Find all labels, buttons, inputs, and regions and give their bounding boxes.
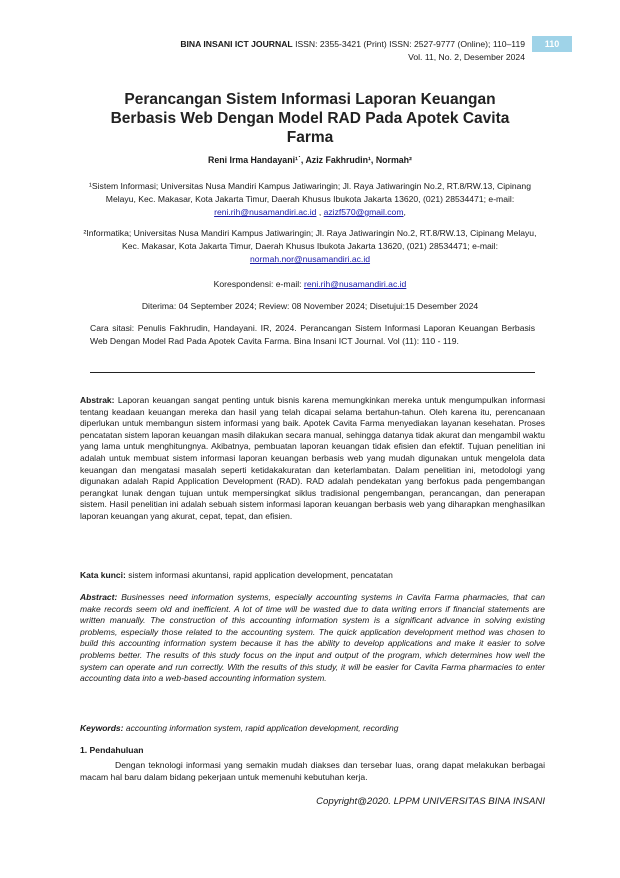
journal-volume: Vol. 11, No. 2, Desember 2024 (408, 52, 525, 62)
abstract-en-text: Businesses need information systems, especially accounting systems in Cavita Farma pharmacies, that can make records seem old and inefficient. A lot of time will be wasted due to data writing errors if financial statements are written manually. The construction of this accounting information system is a significant advance in solving existing problems, especially those related to the accounting system. The quick application development method was chosen to build this accounting information system because it has the ability to develop applications and make it easier to solve problems better. The results of this study focus on the input and output of the program, which determines how well the system can operate and run correctly. With the results of this study, it will be easier for Cavita Farma pharmacies to enter accounting data into a web-based accounting information system. (80, 592, 545, 684)
submission-dates: Diterima: 04 September 2024; Review: 08 November 2024; Disetujui:15 Desember 2024 (141, 301, 479, 311)
correspondence (80, 278, 540, 291)
paper-title: Perancangan Sistem Informasi Laporan Keuangan Berbasis Web Dengan Model RAD Pada Apotek Cavita Farma (110, 91, 510, 146)
divider (90, 372, 535, 373)
email-link-2[interactable]: azizf570@gmail.com (323, 207, 404, 217)
correspondence-email-link[interactable]: reni.rih@nusamandiri.ac.id (303, 279, 407, 289)
citation: Cara sitasi: Penulis Fakhrudin, Handayani. IR, 2024. Perancangan Sistem Informasi Laporan Keuangan Berbasis Web Dengan Model Rad Pada Apotek Cavita Farma. Bina Insani ICT Journal. Vol (11): 110 - 119. (90, 323, 535, 346)
email-link-3[interactable]: normah.nor@nusamandiri.ac.id (249, 254, 371, 264)
affiliation-1-end: , (403, 207, 406, 217)
affiliation-2-text: ²Informatika; Universitas Nusa Mandiri Kampus Jatiwaringin; Jl. Raya Jatiwaringin No.2, RT.8/RW.13, Cipinang Melayu, Kec. Makasar, Kota Jakarta Timur, Daerah Khusus Ibukota Jakarta 13620, (021) 28534471; e-mail: (83, 228, 537, 251)
abstrak-label: Abstrak: (80, 395, 115, 405)
correspondence-label: Korespondensi: e-mail: (213, 279, 302, 289)
page-number-badge: 110 (532, 36, 572, 52)
email-separator: , (316, 207, 324, 217)
running-header (70, 38, 525, 64)
kata-kunci-paragraph (80, 570, 545, 582)
abstrak-paragraph (80, 395, 545, 523)
journal-name: BINA INSANI ICT JOURNAL (180, 39, 293, 49)
affiliation-1-text: ¹Sistem Informasi; Universitas Nusa Mandiri Kampus Jatiwaringin; Jl. Raya Jatiwaringin No.2, RT.8/RW.13, Cipinang Melayu, Kec. Makasar, Kota Jakarta Timur, Daerah Khusus Ibukota Jakarta 13620, (021) 28534471; e-mail: (89, 181, 531, 204)
section-heading: 1. Pendahuluan (80, 745, 144, 755)
abstract-en-label: Abstract: (80, 592, 118, 602)
section-body-text: Dengan teknologi informasi yang semakin mudah diakses dan tersebar luas, orang dapat melakukan berbagai macam hal baru dalam bidang pekerjaan untuk memenuhi kebutuhan kerja. (80, 760, 545, 782)
kata-kunci-label: Kata kunci: (80, 570, 126, 580)
email-link-1[interactable]: reni.rih@nusamandiri.ac.id (214, 207, 317, 217)
affiliation-2 (80, 227, 540, 266)
keywords-en-paragraph (80, 723, 545, 735)
keywords-en-text: accounting information system, rapid application development, recording (125, 723, 399, 733)
abstrak-text: Laporan keuangan sangat penting untuk bisnis karena memungkinkan mereka untuk mengumpulkan informasi tentang keadaan keuangan mereka dan hasil yang telah dicapai selama bertahun-tahun. Oleh karena itu, perencanaan diperlukan untuk membangun sistem informasi yang baik. Apotek Cavita Farma menyediakan layanan kesehatan. Proses pencatatan sistem laporan keuangan masih dilakukan secara manual, sehingga datanya tidak akurat dan mengambil waktu yang lama untuk menghitungnya. Akibatnya, pembuatan laporan keuangan tidak efisien dan efektif. Tujuan penelitian ini adalah untuk membuat sistem informasi laporan keuangan berbasis web yang mudah digunakan untuk mengelola data keuangan dan mengatasi masalah seperti ketidakakuratan dan keterlambatan. Dalam penelitian ini, metodologi yang digunakan adalah Rapid Application Development (RAD). RAD adalah pendekatan yang berfokus pada pengembangan perangkat lunak dengan tujuan untuk mempersingkat siklus tradisional pengembangan, perancangan, dan penerapan sistem. Hasil penelitian ini adalah sebuah sistem informasi laporan keuangan berbasis web yang diharapkan menghasilkan laporan keuangan yang akurat, cepat, tepat, dan efisien. (80, 395, 545, 521)
kata-kunci-text: sistem informasi akuntansi, rapid application development, pencatatan (128, 570, 393, 580)
affiliation-1 (80, 180, 540, 219)
keywords-en-label: Keywords: (80, 723, 124, 733)
copyright-footer: Copyright@2020. LPPM UNIVERSITAS BINA INSANI (316, 796, 545, 807)
journal-issn: ISSN: 2355-3421 (Print) ISSN: 2527-9777 (Online); 110–119 (295, 39, 525, 49)
abstract-en-paragraph (80, 592, 545, 685)
author-list: Reni Irma Handayani¹˙, Aziz Fakhrudin¹, Normah² (208, 155, 412, 165)
